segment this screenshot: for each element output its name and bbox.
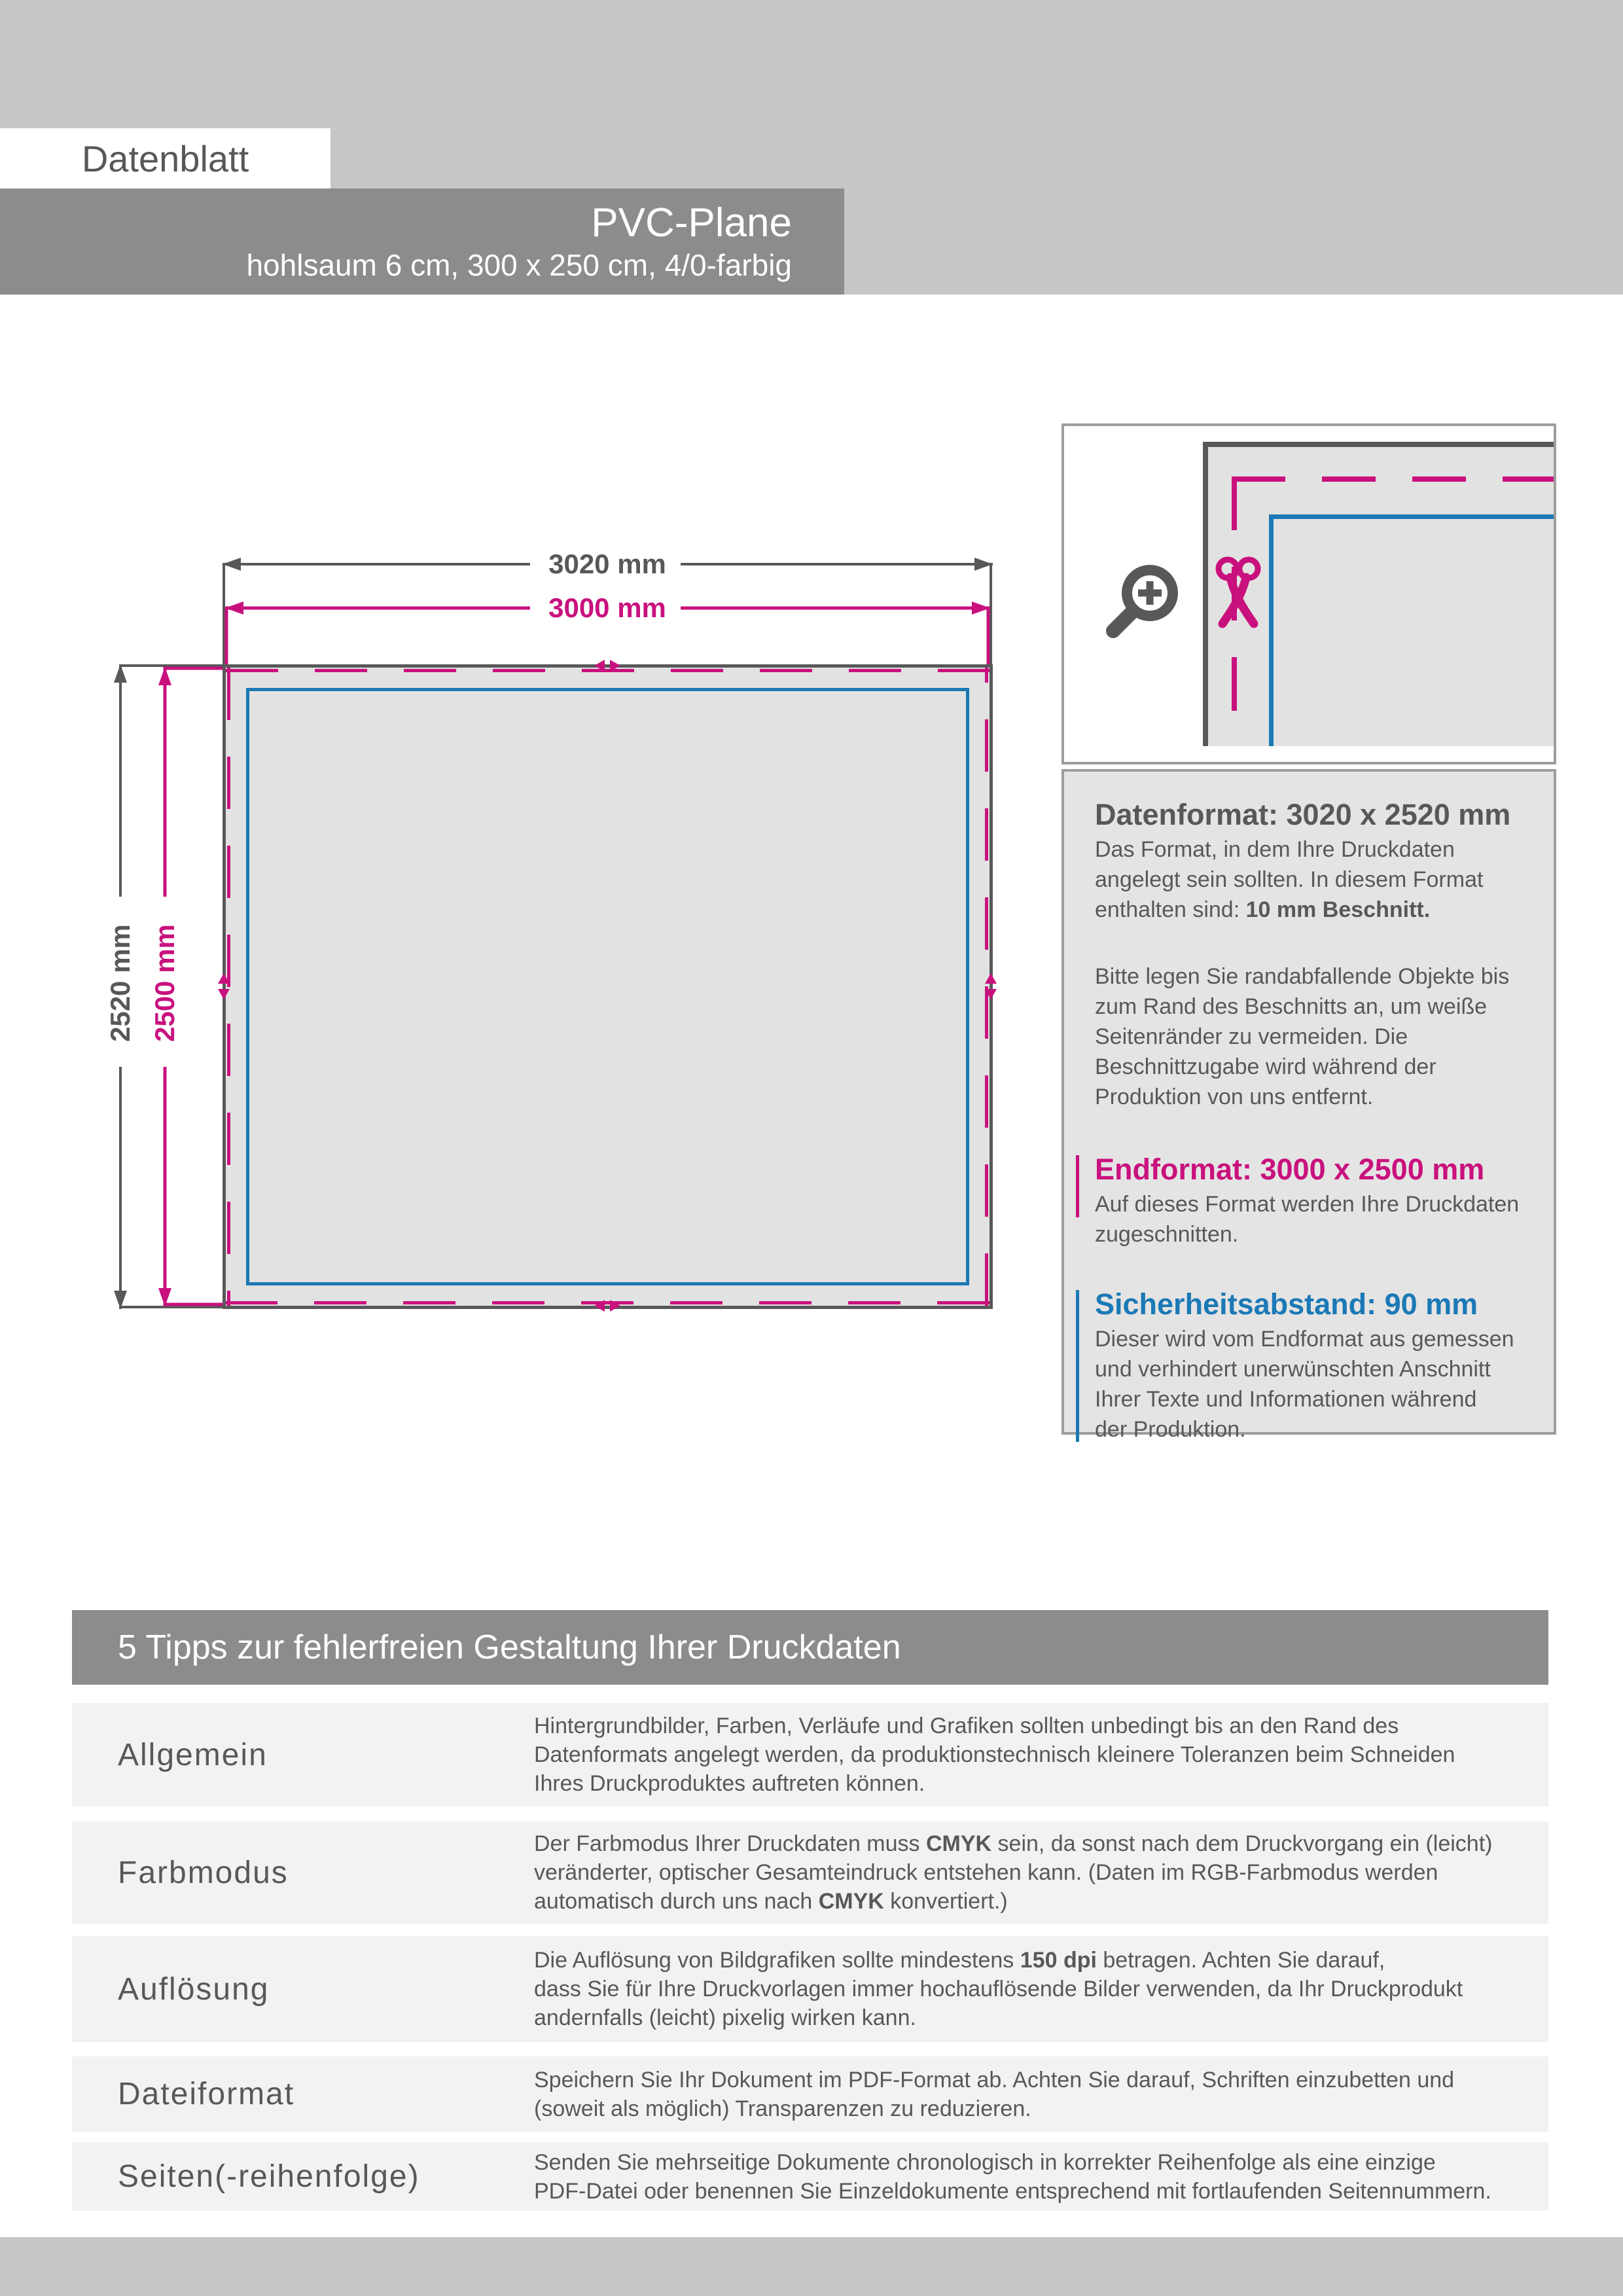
- dim-label-endformat-height: 2500 mm: [149, 918, 181, 1049]
- tip-label: Dateiformat: [118, 2077, 295, 2111]
- sicherheitsabstand-bar: [1076, 1290, 1079, 1442]
- zoom-in-icon: [1100, 559, 1185, 644]
- tip-row-allgemein: [72, 1703, 1548, 1806]
- cut-mark-icon: [218, 973, 230, 999]
- detail-datenformat-edge-h: [1203, 442, 1554, 447]
- tip-body: Senden Sie mehrseitige Dokumente chronologisch in korrekter Reihenfolge als eine einzige PDF-Datei oder benennen Sie Einzeldokumente entsprechend mit fortlaufenden Seitennummern.: [534, 2149, 1491, 2204]
- cut-mark-icon: [594, 660, 620, 672]
- dim-label-datenformat-width: 3020 mm: [542, 548, 673, 580]
- tip-body: Speichern Sie Ihr Dokument im PDF-Format ab. Achten Sie darauf, Schriften einzubetten und (soweit als möglich) Transparenzen zu reduzieren.: [534, 2067, 1455, 2121]
- detail-endformat-dash-h: [1232, 476, 1554, 482]
- corner-detail-box: [1061, 423, 1556, 764]
- detail-safety-line-h: [1269, 514, 1554, 519]
- product-subtitle: hohlsaum 6 cm, 300 x 250 cm, 4/0-farbig: [246, 248, 792, 282]
- sheet-label: Datenblatt: [81, 137, 249, 179]
- product-title: PVC-Plane: [591, 200, 792, 245]
- datenformat-rect: [223, 664, 993, 1309]
- tip-body: Der Farbmodus Ihrer Druckdaten muss CMYK sein, da sonst nach dem Druckvorgang ein (leicht) veränderter, optischer Gesamteindruck entstehen kann. (Daten im RGB-Farbmodus werden automatisch durch uns nach CMYK konvertiert.): [534, 1831, 1493, 1914]
- tip-label: Farbmodus: [118, 1855, 289, 1890]
- datenformat-body: Das Format, in dem Ihre Druckdaten angelegt sein sollten. In diesem Format enthalten sind: 10 mm Beschnitt.: [1095, 837, 1484, 922]
- tip-label: Auflösung: [118, 1971, 270, 2007]
- sicherheitsabstand-body: Dieser wird vom Endformat aus gemessen und verhindert unerwünschten Anschnitt Ihrer Texte und Informationen während der Produktion.: [1095, 1327, 1514, 1442]
- tip-row-dateiformat: [72, 2056, 1548, 2132]
- cut-mark-icon: [985, 973, 997, 999]
- endformat-body: Auf dieses Format werden Ihre Druckdaten zugeschnitten.: [1095, 1192, 1520, 1247]
- tip-body: Die Auflösung von Bildgrafiken sollte mindestens 150 dpi betragen. Achten Sie darauf, dass Sie für Ihre Druckvorlagen immer hochauflösende Bilder verwenden, da Ihr Druckprodukt andernfalls (leicht) pixelig wirken kann.: [534, 1948, 1463, 2030]
- tip-label: Allgemein: [118, 1737, 268, 1772]
- footer-band: [0, 2237, 1623, 2296]
- sicherheitsabstand-title: Sicherheitsabstand: 90 mm: [1095, 1287, 1478, 1321]
- endformat-title: Endformat: 3000 x 2500 mm: [1095, 1153, 1485, 1186]
- section-sicherheitsabstand: [1095, 1287, 1541, 1444]
- sheet-label-box: [0, 128, 330, 188]
- datenformat-title: Datenformat: 3020 x 2520 mm: [1095, 798, 1511, 831]
- scissors-icon: [1213, 554, 1263, 646]
- tips-heading: 5 Tipps zur fehlerfreien Gestaltung Ihrer Druckdaten: [118, 1628, 901, 1666]
- cut-mark-icon: [594, 1300, 620, 1312]
- product-banner: [0, 188, 844, 295]
- endformat-bar: [1076, 1155, 1079, 1247]
- bleed-note: Bitte legen Sie randabfallende Objekte bis zum Rand des Beschnitts an, um weiße Seitenränder zu vermeiden. Die Beschnittzugabe wird während der Produktion von uns entfernt.: [1095, 964, 1510, 1109]
- section-datenformat: [1095, 798, 1541, 1112]
- tip-row-seitenreihenfolge: [72, 2142, 1548, 2211]
- tip-row-aufloesung: [72, 1936, 1548, 2042]
- detail-datenformat-edge-v: [1203, 442, 1208, 746]
- tip-label: Seiten(-reihenfolge): [118, 2159, 420, 2194]
- section-endformat: [1095, 1153, 1541, 1249]
- dim-label-datenformat-height: 2520 mm: [105, 918, 136, 1049]
- detail-safety-line-v: [1269, 514, 1274, 746]
- tips-heading-banner: [72, 1610, 1548, 1685]
- dim-label-endformat-width: 3000 mm: [542, 592, 673, 624]
- tip-body: Hintergrundbilder, Farben, Verläufe und Grafiken sollten unbedingt bis an den Rand des Datenformats angelegt werden, da produktionstechnisch kleinere Toleranzen beim Schneiden Ihres Druckproduktes auftreten können.: [534, 1713, 1455, 1796]
- format-info-panel: [1061, 769, 1556, 1442]
- sicherheitsabstand-rect: [246, 688, 969, 1285]
- tip-row-farbmodus: [72, 1821, 1548, 1924]
